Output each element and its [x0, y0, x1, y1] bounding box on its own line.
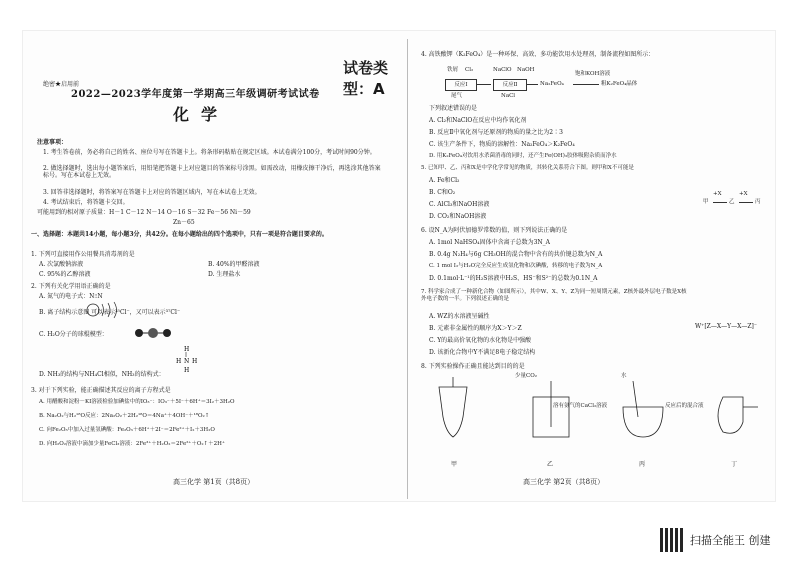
diag-node-b: 乙 [729, 199, 735, 205]
q8-note-cacl2: 溶有氨气的CaCl₂溶液 [553, 403, 608, 409]
diag-node-c: 丙 [755, 199, 761, 205]
q5-stem: 5. 已知甲、乙、丙和X是中学化学常见的物质，其转化关系符合下图。则甲和X不可能是 [421, 165, 634, 171]
note-3: 3. 回答非选择题时，将答案写在答题卡上对应的答题区域内，写在本试卷上无效。 [43, 189, 261, 196]
q8-note-mixture: 反应后的混合液 [665, 403, 704, 409]
q1-option-c: C. 95%的乙醇溶液 [39, 271, 91, 278]
atomic-masses: 可能用到的相对原子质量：H－1 C－12 N－14 O－16 S－32 Fe－56 Ni－59 [37, 209, 251, 216]
q4-ask: 下列叙述错误的是 [429, 105, 478, 112]
q8-note-co2: 少量CO₂ [515, 373, 537, 379]
q6-stem: 6. 设N_A为阿伏加德罗常数的值，则下列说法正确的是 [421, 227, 568, 234]
nh3-structure-formula [173, 343, 203, 373]
q8-label-a: 甲 [451, 461, 458, 468]
q1-option-b: B. 40%的甲醛溶液 [208, 261, 260, 268]
note-1: 1. 考生答卷前，务必将自己的姓名、座位号写在答题卡上。将条形码粘贴在规定区域。本试卷满分100分，考试时间90分钟。 [43, 149, 376, 156]
q4-option-c: C. 该生产条件下，物质的溶解性：Na₂FeO₄＞K₂FeO₄ [429, 141, 575, 148]
note-4: 4. 考试结束后，将答题卡交回。 [43, 199, 129, 206]
atomic-masses-2: Zn－65 [173, 219, 195, 226]
q7-structure: W⁺[Z—X—Y—X—Z]⁻ [695, 323, 758, 330]
page-2-footer: 高三化学 第2页（共8页） [523, 478, 605, 486]
q5-option-d: D. CO₂和NaOH溶液 [429, 213, 487, 220]
q7-option-a: A. WZ的水溶液呈碱性 [429, 313, 490, 320]
q3-option-c: C. 向Fe₂O₃中加入过量氢碘酸：Fe₂O₃＋6H⁺＋2I⁻＝2Fe²⁺＋I₂＋3H₂O [39, 427, 215, 433]
svg-text:H: H [184, 346, 190, 353]
q3-option-a: A. 用醋酸和淀粉－KI溶液检验加碘盐中的IO₃⁻：IO₃⁻＋5I⁻＋6H⁺＝3I₂＋3H₂O [39, 399, 235, 405]
q6-option-d: D. 0.1mol·L⁻¹的H₂S溶液中H₂S、HS⁻和S²⁻的总数为0.1N_A [429, 275, 598, 282]
paper-type: 试卷类型：A [343, 59, 389, 98]
q6-option-a: A. 1mol NaHSO₄固体中含离子总数为3N_A [429, 239, 550, 246]
q5-option-a: A. Fe和Cl₂ [429, 177, 460, 184]
flow-arrow-2 [526, 84, 538, 85]
scanner-label: 扫描全能王 创建 [690, 534, 771, 547]
q4-stem: 4. 高铁酸钾（K₂FeO₄）是一种环保、高效、多功能饮用水处理剂，制备流程如图所示： [421, 51, 655, 58]
scanner-watermark [660, 528, 771, 552]
flow-intermediate: Na₂FeO₄ [540, 81, 564, 87]
q7-option-b: B. 元素非金属性的顺序为X＞Y＞Z [429, 325, 522, 332]
svg-text:H: H [176, 358, 182, 365]
exam-title: 2022—2023学年度第一学期高三年级调研考试试卷 [71, 89, 320, 100]
q2-option-c: C. H₂O分子的球棍模型： [39, 331, 108, 338]
page-1-footer: 高三化学 第1页（共8页） [173, 478, 255, 486]
q1-option-d: D. 生理盐水 [208, 271, 241, 278]
q8-label-c: 丙 [639, 461, 646, 468]
q3-stem: 3. 对于下列实验，能正确描述其反应的离子方程式是 [31, 387, 171, 394]
diag-label-x2: +X [739, 191, 748, 197]
q4-option-a: A. Cl₂和NaClO在反应中均作氧化剂 [429, 117, 527, 124]
q2-option-b: B. 离子结构示意图 可以表示³⁵Cl⁻，又可以表示³⁷Cl⁻ [39, 309, 181, 316]
q5-option-c: C. AlCl₃和NaOH溶液 [429, 201, 490, 208]
diag-arrow-1 [713, 202, 727, 203]
secret-mark: 绝密★启用前 [43, 81, 80, 88]
flow-input-cl2: Cl₂ [465, 67, 474, 73]
q3-option-b: B. Na₂O₂与H₂¹⁸O反应：2Na₂O₂＋2H₂¹⁸O＝4Na⁺＋4OH⁻＋¹⁸O₂↑ [39, 413, 210, 419]
flow-box-reaction-1: 反应Ⅰ [445, 79, 477, 91]
note-2: 2. 做选择题时，选出每小题答案后，用铅笔把答题卡上对应题目的答案标号涂黑。如需改动，用橡皮擦干净后，再选涂其他答案标号。写在本试卷上无效。 [43, 165, 381, 179]
q1-option-a: A. 次氯酸钠溶液 [39, 261, 84, 268]
q7-stem: 7. 科学家合成了一种新化合物（如图所示），其中W、X、Y、Z为同一短周期元素，Z核外最外层电子数是X核外电子数的一半。下列叙述正确的是 [421, 289, 687, 302]
diag-arrow-2 [739, 202, 753, 203]
ion-structure-diagram [85, 301, 125, 319]
water-ball-stick-model [133, 327, 173, 339]
q8-note-water: 水 [621, 373, 627, 379]
q8-apparatus-figures [433, 377, 763, 457]
flow-product: 粗K₂FeO₄晶体 [601, 81, 638, 87]
exam-sheet [22, 30, 776, 502]
diag-node-a: 甲 [703, 199, 709, 205]
q6-option-b: B. 0.4g N₂H₄与6g CH₃OH的混合物中含有的共价键总数为N_A [429, 251, 603, 258]
svg-text:H: H [184, 367, 190, 373]
flow-input-iron: 铁屑 [447, 67, 459, 73]
q8-label-b: 乙 [547, 461, 554, 468]
q4-option-d: D. 用K₂FeO₄对饮用水杀菌消毒的同时，还产生Fe(OH)₃胶体吸附杂质而净水 [429, 153, 617, 159]
q1-stem: 1. 下列可直接用作公用餐具消毒剂的是 [31, 251, 135, 258]
q8-stem: 8. 下列实验操作正确且能达到目的的是 [421, 363, 525, 370]
svg-text:H: H [192, 358, 198, 365]
q2-option-a: A. 氮气的电子式：N⫶⫶N [39, 293, 103, 300]
flow-output-gas: 尾气 [451, 93, 463, 99]
qr-code-icon [660, 528, 684, 552]
q3-option-d: D. 向H₂O₂溶液中滴加少量FeCl₃溶液：2Fe³⁺＋H₂O₂＝2Fe²⁺＋O₂↑＋2H⁺ [39, 441, 225, 447]
q7-option-c: C. Y的最高价氧化物的水化物是中强酸 [429, 337, 532, 344]
q4-option-b: B. 反应Ⅱ中氧化剂与还原剂的物质的量之比为2∶3 [429, 129, 563, 136]
page-divider [407, 39, 408, 499]
section-1-heading: 一、选择题：本题共14小题，每小题3分，共42分。在每小题给出的四个选项中，只有一项是符合题目要求的。 [31, 231, 328, 238]
flow-condition: 饱和KOH溶液 [575, 71, 611, 77]
diag-label-x1: +X [713, 191, 722, 197]
q8-label-d: 丁 [731, 461, 738, 468]
flow-output-nacl: NaCl [501, 93, 516, 99]
q2-stem: 2. 下列有关化学用语正确的是 [31, 283, 111, 290]
svg-text:N: N [184, 358, 190, 365]
subject-title: 化学 [173, 105, 230, 124]
q7-option-d: D. 该新化合物中Y不满足8电子稳定结构 [429, 349, 536, 356]
q6-option-c: C. 1 mol I₂与H₂O完全反应生成氢化物和次碘酸，转移的电子数为N_A [429, 263, 603, 269]
flow-arrow-3 [573, 84, 599, 85]
flow-input-naoh: NaOH [517, 67, 535, 73]
flow-input-naclo: NaClO [493, 67, 512, 73]
notes-heading: 注意事项： [37, 139, 68, 146]
flow-box-reaction-2: 反应Ⅱ [493, 79, 527, 91]
q2-option-d: D. NH₃的结构与NH₄Cl相似，NH₃的结构式： [39, 371, 165, 378]
q5-option-b: B. C和O₂ [429, 189, 456, 196]
flow-arrow-1 [476, 84, 491, 85]
